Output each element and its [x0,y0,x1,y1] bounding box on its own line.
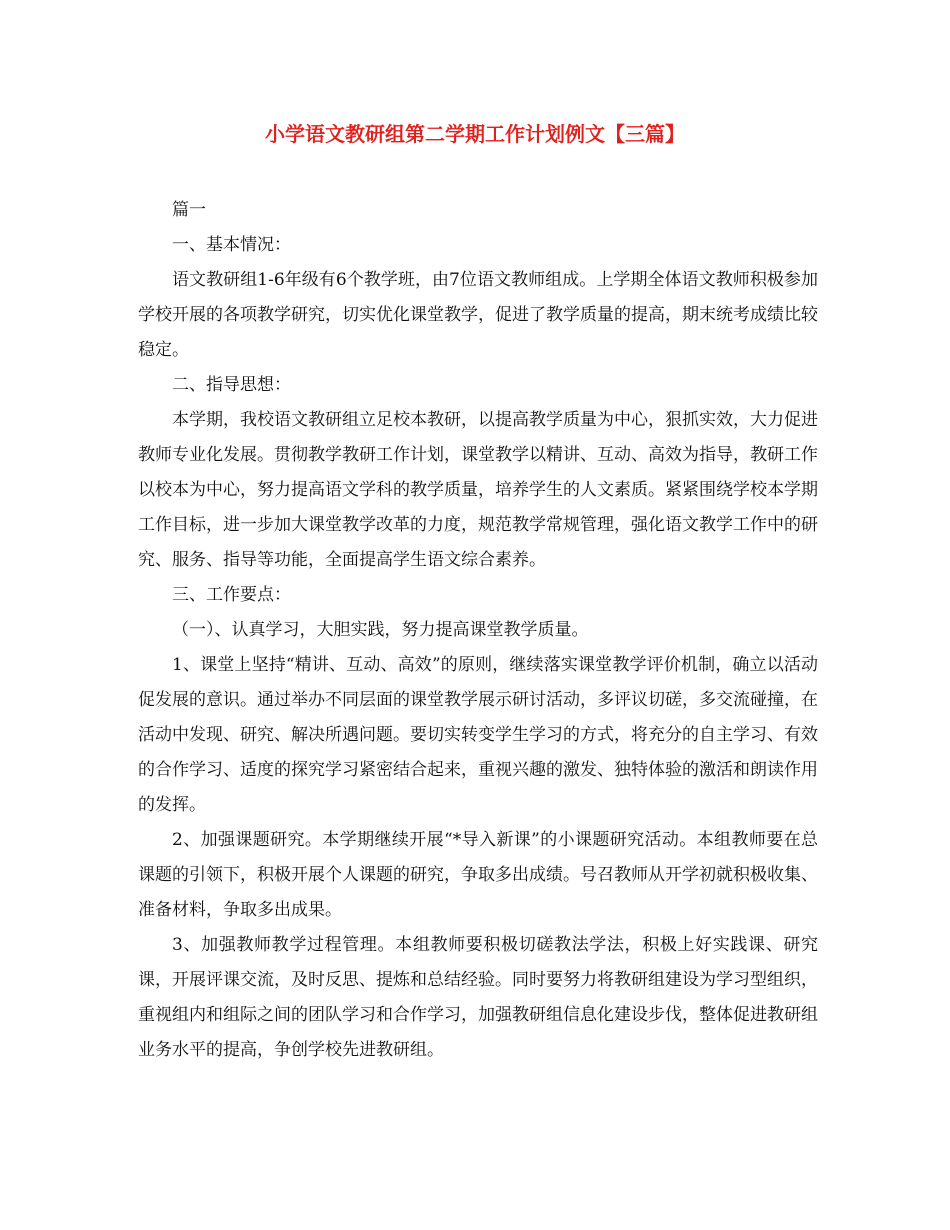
paragraph-item-2: 2、加强课题研究。本学期继续开展“*导入新课”的小课题研究活动。本组教师要在总课题的引领下，积极开展个人课题的研究，争取多出成绩。号召教师从开学初就积极收集、准备材料，争取多出成果。 [138,830,818,920]
paragraph-basic-situation: 语文教研组1-6年级有6个教学班，由7位语文教师组成。上学期全体语文教师积极参加学校开展的各项教学研究，切实优化课堂教学，促进了教学质量的提高，期末统考成绩比较稳定。 [138,270,818,360]
heading-work-points: 三、工作要点： [172,585,291,605]
paragraph-guiding-ideology: 本学期，我校语文教研组立足校本教研，以提高教学质量为中心，狠抓实效，大力促进教师专业化发展。贯彻教学教研工作计划，课堂教学以精讲、互动、高效为指导，教研工作以校本为中心，努力提高语文学科的教学质量，培养学生的人文素质。紧紧围绕学校本学期工作目标，进一步加大课堂教学改革的力度，规范教学常规管理，强化语文教学工作中的研究、服务、指导等功能，全面提高学生语文综合素养。 [138,410,818,570]
paragraph-item-1: 1、课堂上坚持“精讲、互动、高效”的原则，继续落实课堂教学评价机制，确立以活动促发展的意识。通过举办不同层面的课堂教学展示研讨活动，多评议切磋，多交流碰撞，在活动中发现、研究、解决所遇问题。要切实转变学生学习的方式，将充分的自主学习、有效的合作学习、适度的探究学习紧密结合起来，重视兴趣的激发、独特体验的激活和朗读作用的发挥。 [138,655,818,815]
section-heading-part-one: 篇一 [172,200,206,220]
paragraph-item-3: 3、加强教师教学过程管理。本组教师要积极切磋教法学法，积极上好实践课、研究课，开展评课交流，及时反思、提炼和总结经验。同时要努力将教研组建设为学习型组织，重视组内和组际之间的团队学习和合作学习，加强教研组信息化建设步伐，整体促进教研组业务水平的提高，争创学校先进教研组。 [138,935,818,1060]
document-body [138,193,818,1068]
document-title: 小学语文教研组第二学期工作计划例文【三篇】 [265,122,685,146]
heading-basic-situation: 一、基本情况： [172,235,291,255]
heading-guiding-ideology: 二、指导思想： [172,375,291,395]
subheading-work-point-one: （一）、认真学习，大胆实践，努力提高课堂教学质量。 [172,620,589,640]
